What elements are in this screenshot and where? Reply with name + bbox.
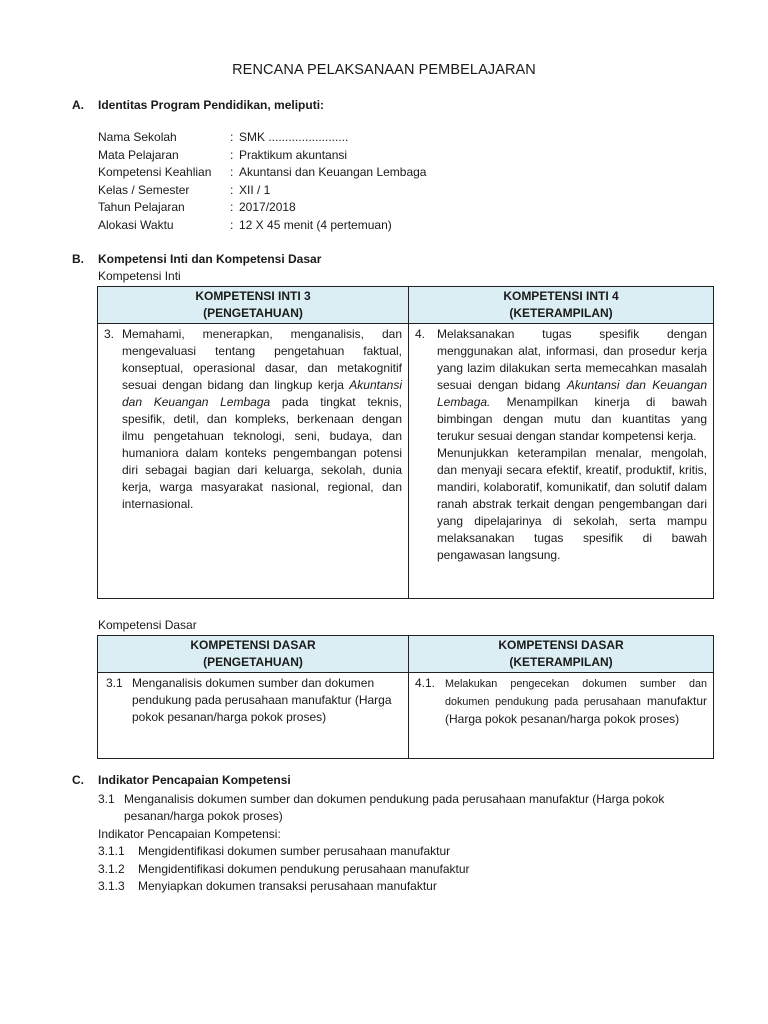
ki-caption: Kompetensi Inti [98, 269, 181, 283]
text-span: manufaktur (Harga pokok pesanan/harga pokok proses) [445, 694, 707, 726]
header-line: KOMPETENSI INTI 4 [503, 289, 619, 303]
section-b-heading: Kompetensi Inti dan Kompetensi Dasar [98, 252, 322, 266]
identity-row [98, 199, 426, 217]
table-header-row [98, 287, 714, 324]
ki4-cell [409, 324, 714, 599]
identity-value: 12 X 45 menit (4 pertemuan) [239, 217, 392, 232]
kd-skill-cell [409, 673, 714, 759]
section-a-heading: Identitas Program Pendidikan, meliputi: [98, 98, 325, 112]
identity-list [98, 129, 426, 234]
identity-colon: : [230, 147, 234, 162]
ki4-header [409, 287, 714, 324]
list-item [415, 326, 707, 564]
table-row [98, 324, 714, 599]
identity-colon: : [230, 182, 234, 197]
identity-value: SMK ........................ [239, 130, 349, 144]
identity-value: Akuntansi dan Keuangan Lembaga [239, 165, 427, 179]
identity-row [98, 164, 426, 182]
paragraph: Menunjukkan keterampilan menalar, mengolah, dan menyaji secara efektif, kreatif, produktif, kritis, mandiri, kolaboratif, komunikatif, dan solutif dalam ranah abstrak terkait dengan pengembangan dari yang dipelajarinya di sekolah, serta mampu melaksanakan tugas spesifik di bawah pengawasan langsung. [437, 446, 707, 562]
kompetensi-inti-table [97, 286, 714, 599]
italic-text: Akuntansi dan Keuangan Lembaga. [437, 378, 707, 409]
table-header-row [98, 636, 714, 673]
identity-row [98, 182, 426, 200]
ipk-caption: Indikator Pencapaian Kompetensi: [98, 827, 281, 841]
identity-value: 2017/2018 [239, 200, 296, 214]
identity-colon: : [230, 130, 234, 144]
header-line: (KETERAMPILAN) [509, 655, 613, 669]
kd-ref-number: 3.1 [98, 792, 115, 806]
identity-row [98, 217, 426, 235]
indicator-item [98, 861, 470, 878]
header-line: KOMPETENSI DASAR [498, 638, 624, 652]
identity-value: XII / 1 [239, 182, 271, 197]
identity-label: Mata Pelajaran [98, 147, 179, 162]
identity-value: Praktikum akuntansi [239, 147, 348, 162]
indicator-text: Mengidentifikasi dokumen pendukung perusahaan manufaktur [138, 862, 470, 876]
header-line: (PENGETAHUAN) [203, 655, 303, 669]
text-span: Melaksanakan tugas spesifik dengan menggunakan alat, informasi, dan prosedur kerja yang lazim dilakukan serta memecahkan masalah sesuai dengan bidang [437, 327, 707, 392]
paragraph [437, 326, 707, 445]
header-line: KOMPETENSI DASAR [190, 638, 316, 652]
kd-knowledge-cell [98, 673, 409, 759]
indicator-text: Menyiapkan dokumen transaksi perusahaan manufaktur [138, 879, 437, 893]
item-number: 4.1. [415, 676, 436, 690]
identity-label: Kompetensi Keahlian [98, 165, 212, 179]
identity-row [98, 147, 426, 165]
text-span: pada tingkat teknis, spesifik, detil, dan kompleks, berkenaan dengan ilmu pengetahuan teknologi, seni, budaya, dan humaniora dalam konteks pengembangan potensi diri sebagai bagian dari keluarga, sekolah, dunia kerja, warga masyarakat nasional, regional, dan internasional. [122, 395, 403, 511]
list-item [415, 675, 707, 728]
item-number: 3.1 [106, 676, 123, 690]
kd-caption: Kompetensi Dasar [98, 618, 197, 632]
italic-text: Akuntansi dan Keuangan Lembaga [122, 378, 402, 409]
ki3-cell [98, 324, 409, 599]
section-a-letter: A. [72, 98, 84, 112]
document-title: RENCANA PELAKSANAAN PEMBELAJARAN [232, 62, 536, 78]
identity-label: Nama Sekolah [98, 130, 177, 144]
header-line: (KETERAMPILAN) [509, 306, 613, 320]
section-b-letter: B. [72, 252, 84, 266]
indicator-item [98, 878, 437, 895]
indicator-number: 3.1.2 [98, 862, 125, 876]
identity-colon: : [230, 165, 234, 179]
indicator-number: 3.1.1 [98, 844, 125, 858]
list-item [104, 675, 402, 726]
identity-label: Kelas / Semester [98, 182, 190, 197]
item-text [122, 326, 402, 513]
text-span: Menampilkan kinerja di bawah bimbingan dengan mutu dan kuantitas yang terukur sesuai dengan standar kompetensi kerja. [437, 395, 707, 443]
list-item [104, 326, 402, 513]
section-c-heading: Indikator Pencapaian Kompetensi [98, 773, 291, 787]
identity-label: Tahun Pelajaran [98, 200, 185, 214]
item-number: 3. [104, 327, 115, 341]
text-span: Melakukan pengecekan dokumen sumber dan dokumen pendukung pada perusahaan [445, 678, 707, 708]
identity-colon: : [230, 217, 234, 232]
kd-skill-header [409, 636, 714, 673]
identity-colon: : [230, 200, 234, 214]
section-c-letter: C. [72, 773, 84, 787]
header-line: (PENGETAHUAN) [203, 306, 303, 320]
item-text: Menganalisis dokumen sumber dan dokumen pendukung pada perusahaan manufaktur (Harga pokok pesanan/harga pokok proses) [132, 676, 392, 724]
identity-row [98, 129, 426, 147]
indicator-number: 3.1.3 [98, 879, 125, 893]
kd-reference [98, 791, 698, 825]
kompetensi-dasar-table [97, 635, 714, 759]
item-text [437, 326, 707, 564]
text-span: Memahami, menerapkan, menganalisis, dan mengevaluasi tentang pengetahuan faktual, konseptual, operasional dasar, dan metakognitif sesuai dengan bidang dan lingkup kerja [122, 327, 402, 392]
indicator-text: Mengidentifikasi dokumen sumber perusahaan manufaktur [138, 844, 451, 858]
identity-label: Alokasi Waktu [98, 217, 174, 232]
ki3-header [98, 287, 409, 324]
header-line: KOMPETENSI INTI 3 [195, 289, 311, 303]
indicator-item [98, 843, 450, 860]
kd-knowledge-header [98, 636, 409, 673]
kd-ref-text: Menganalisis dokumen sumber dan dokumen pendukung pada perusahaan manufaktur (Harga pokok pesanan/harga pokok proses) [124, 792, 665, 823]
item-text [445, 675, 707, 728]
table-row [98, 673, 714, 759]
item-number: 4. [415, 327, 426, 341]
